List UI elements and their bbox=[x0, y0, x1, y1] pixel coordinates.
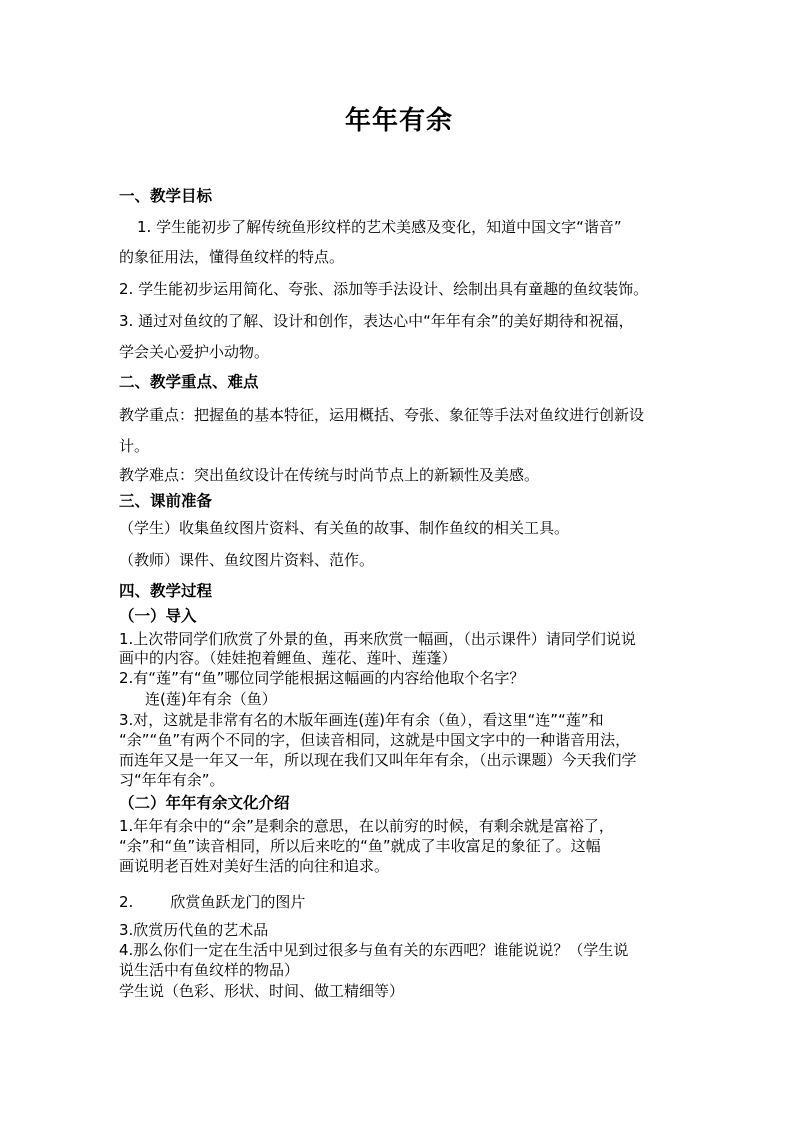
subheading-culture: （二）年年有余文化介绍 bbox=[119, 794, 290, 812]
intro-item-1-line-2: 画中的内容。（娃娃抱着鲤鱼、莲花、莲叶、莲蓬） bbox=[119, 649, 457, 667]
prep-teacher: （教师）课件、鱼纹图片资料、范作。 bbox=[119, 551, 375, 569]
prep-students: （学生）收集鱼纹图片资料、有关鱼的故事、制作鱼纹的相关工具。 bbox=[119, 519, 570, 537]
culture-item-2 bbox=[119, 892, 679, 912]
key-point-line-2: 计。 bbox=[119, 437, 150, 455]
culture-item-2-text: 欣赏鱼跃龙门的图片 bbox=[170, 893, 306, 911]
intro-item-1-line-1: 1.上次带同学们欣赏了外景的鱼，再来欣赏一幅画，（出示课件）请同学们说说 bbox=[119, 630, 636, 648]
culture-item-1-line-3: 画说明老百姓对美好生活的向往和追求。 bbox=[119, 857, 390, 875]
subheading-intro: （一）导入 bbox=[119, 607, 197, 625]
key-point-line-1: 教学重点：把握鱼的基本特征，运用概括、夸张、象征等手法对鱼纹进行创新设 bbox=[119, 406, 645, 424]
objective-2: 2. 学生能初步运用简化、夸张、添加等手法设计、绘制出具有童趣的鱼纹装饰。 bbox=[119, 280, 649, 298]
objective-1-line-2: 的象征用法，懂得鱼纹样的特点。 bbox=[119, 248, 345, 266]
culture-item-3: 3.欣赏历代鱼的艺术品 bbox=[119, 921, 269, 939]
section-heading-process: 四、教学过程 bbox=[119, 582, 213, 600]
intro-item-3-line-4: 习“年年有余”。 bbox=[119, 771, 225, 789]
culture-item-1-line-1: 1.年年有余中的“余”是剩余的意思，在以前穷的时候，有剩余就是富裕了， bbox=[119, 817, 614, 835]
objective-3-line-2: 学会关心爱护小动物。 bbox=[119, 343, 270, 361]
culture-item-4-line-2: 说生活中有鱼纹样的物品） bbox=[119, 961, 300, 979]
section-heading-key-points: 二、教学重点、难点 bbox=[119, 373, 259, 391]
section-heading-objectives: 一、教学目标 bbox=[119, 187, 213, 205]
intro-item-3-line-3: 而连年又是一年又一年，所以现在我们又叫年年有余，（出示课题）今天我们学 bbox=[119, 751, 637, 769]
culture-item-2-number: 2. bbox=[119, 893, 134, 911]
culture-item-5: 学生说（色彩、形状、时间、做工精细等） bbox=[119, 982, 405, 1000]
objective-1-line-1: 1. 学生能初步了解传统鱼形纹样的艺术美感及变化，知道中国文字“谐音” bbox=[137, 218, 622, 236]
culture-item-4-line-1: 4.那么你们一定在生活中见到过很多与鱼有关的东西吧？谁能说说？（学生说 bbox=[119, 941, 629, 959]
intro-item-3-line-2: “余”“鱼”有两个不同的字，但读音相同，这就是中国文字中的一种谐音用法， bbox=[119, 731, 631, 749]
culture-item-1-line-2: “余”和“鱼”读音相同，所以后来吃的“鱼”就成了丰收富足的象征了。这幅 bbox=[119, 837, 601, 855]
difficult-point: 教学难点：突出鱼纹设计在传统与时尚节点上的新颖性及美感。 bbox=[119, 466, 540, 484]
document-title: 年年有余 bbox=[344, 106, 453, 136]
intro-item-2-answer: 连(莲)年有余（鱼） bbox=[145, 690, 277, 708]
section-heading-preparation: 三、课前准备 bbox=[119, 492, 213, 510]
intro-item-2: 2.有“莲”有“鱼”哪位同学能根据这幅画的内容给他取个名字？ bbox=[119, 669, 525, 687]
objective-3-line-1: 3. 通过对鱼纹的了解、设计和创作，表达心中“年年有余”的美好期待和祝福， bbox=[119, 312, 634, 330]
intro-item-3-line-1: 3.对，这就是非常有名的木版年画连(莲)年有余（鱼），看这里“连”“莲”和 bbox=[119, 711, 604, 729]
